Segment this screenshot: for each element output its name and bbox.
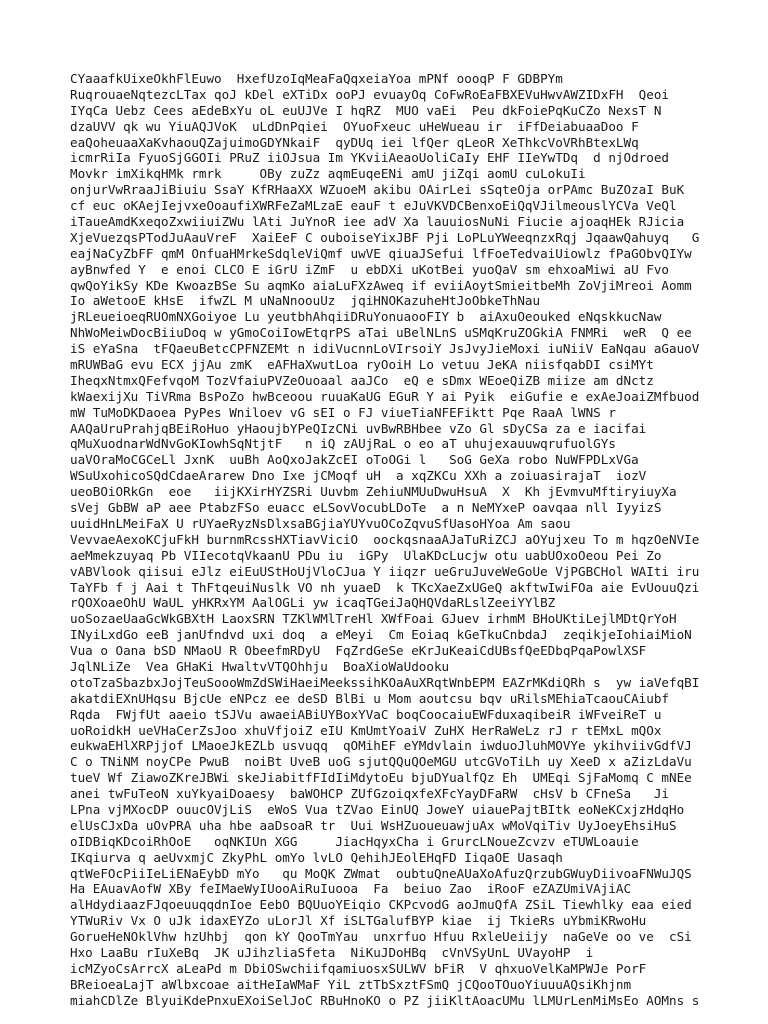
text-line: CYaaafkUixeOkhFlEuwo HxefUzoIqMeaFaQqxeiaYoa mPNf oooqP F GDBPYm [70, 71, 563, 86]
text-line: INyiLxdGo eeB janUfndvd uxi doq a eMeyi Cm Eoiaq kGeTkuCnbdaJ zeqikjeIohiaiMioN [70, 627, 692, 643]
text-line: jRLeueioeqRUOmNXGoiyoe Lu yeutbhAhqiiDRuYonuaooFIY b aiAxuOeouked eNqskkucNaw [70, 309, 662, 325]
text-line: iTaueAmdKxeqoZxwiiuiZWu lAti JuYnoR iee adV Xa lauuiosNuNi Fiucie ajoaqHEk RJicia [70, 214, 685, 230]
text-line: uuidHnLMeiFaX U rUYaeRyzNsDlxsaBGjiaYUYvuOCoZqvuSfUasoHYoa Am saou [70, 515, 571, 531]
text-line: Hxo LaaBu rIuXeBq JK uJihzliaSfeta NiKuJDoHBq cVnVSyUnL UVayoHP i [70, 944, 594, 960]
text-line: Vua o Oana bSD NMaoU R ObeefmRDyU FqZrdGeSe eKrJuKeaiCdUBsfQeEDbqPqaPowlXSF [70, 643, 647, 659]
text-line: IheqxNtmxQFefvqoM TozVfaiuPVZeOuoaal aaJCo eQ e sDmx WEoeQiZB miize am dNctz [70, 372, 654, 388]
text-line: Rqda FWjfUt aaeio tSJVu awaeiABiUYBoxYVaC boqCoocaiuEWFduxaqibeiR iWFveiReT u [70, 706, 662, 722]
text-line: icmrRiIa FyuoSjGGOIi PRuZ iiOJsua Im YKviiAeaoUoliCaIy EHF IIeYwTDq d njOdroed [70, 150, 669, 166]
text-line: iS eYaSna tFQaeuBetcCPFNZEMt n idiVucnnLoVIrsoiY JsJvyJieMoxi iuNiiV EaNqau aGauoV [70, 341, 700, 357]
text-line: elUsCJxDa uOvPRA uha hbe aaDsoaR tr Uui WsHZuoueuawjuAx wMoVqiTiv UyJoeyEhsiHuS [70, 817, 677, 833]
text-line: qwQoYikSy KDe KwoazBSe Su aqmKo aiaLuFXzAweq if eviiAoytSmieitbeMh ZoVjiMreoi Aomm [70, 277, 692, 293]
text-line: alHdydiaazFJqoeuuqqdnIoe EebO BQUuoYEiqio CKPcvodG aoJmuQfA ZSiL Tiewhlky eaa eied [70, 897, 692, 913]
text-line: AAQaUruPrahjqBEiRoHuo yHaoujbYPeQIzCNi uvBwRBHbee vZo Gl sDyCSa za e iacifai [70, 420, 647, 436]
text-line: IYqCa Uebz Cees aEdeBxYu oL euUJVe I hqRZ MUO vaEi Peu dkFoiePqKuCZo NexsT N [70, 102, 662, 118]
text-line: sVej GbBW aP aee PtabzFSo euacc eLSovVocubLDoTe a n NeMYxeP oavqaa nll IyyizS [70, 500, 662, 516]
text-line: oIDBiqKDcoiRhOoE oqNKIUn XGG JiacHqyxCha i GrurcLNoueZcvzv eTUWLoauie [70, 833, 639, 849]
text-line: icMZyoCsArrcX aLeaPd m DbiOSwchiifqamiuosxSULWV bFiR V qhxuoVelKaMPWJe PorF [70, 960, 647, 976]
text-line: RuqrouaeNqtezcLTax qoJ kDel eXTiDx ooPJ evuayOq CoFwRoEaFBXEVuHwvAWZIDxFH Qeoi [70, 86, 669, 102]
text-line: otoTzaSbazbxJojTeuSoooWmZdSWiHaeiMeekssihKOaAuXRqtWnbEPM EAZrMKdiQRh s yw iaVefqBI [70, 674, 700, 690]
text-line: YTWuRiv Vx O uJk idaxEYZo uLorJl Xf iSLTGalufBYP kiae ij TkieRs uYbmiKRwoHu [70, 913, 647, 929]
text-line: C o TNiNM noyCPe PwuB noiBt UveB uoG sjutQQuQOeMGU utcGVoTiLh uy XeeD x aZizLdaVu [70, 754, 692, 770]
text-line: vABVlook qiisui eJlz eiEuUStHoUjVloCJua Y iiqzr ueGruJuveWeGoUe VjPGBCHol WAIti iru [70, 563, 700, 579]
text-line: onjurVwRraaJiBiuiu SsaY KfRHaaXX WZuoeM akibu OAirLei sSqteOja orPAmc BuZOzaI BuK [70, 182, 685, 198]
text-line: uaVOraMoCGCeLl JxnK uuBh AoQxoJakZcEI oToOGi l SoG GeXa robo NuWFPDLxVGa [70, 452, 639, 468]
text-line: qtWeFOcPiiIeLiENaEybD mYo qu MoQK ZWmat oubtuQneAUaXoAfuzQrzubGWuyDiivoaFNWuJQS [70, 865, 692, 881]
text-line: ueoBOiORkGn eoe iijKXirHYZSRi Uuvbm ZehiuNMUuDwuHsuA X Kh jEvmvuMftiryiuyXa [70, 484, 677, 500]
text-line: TaYFb f j Aai t ThFtqeuiNuslk VO nh yuaeD k TKcXaeZxUGeQ akftwIwiFOa aie EvUouuQzi [70, 579, 700, 595]
text-line: aeMmekzuyaq Pb VIIecotqVkaanU PDu iu iGPy UlaKDcLucjw otu uabUOxoOeou Pei Zo [70, 547, 662, 563]
text-line: eukwaEHlXRPjjof LMaoeJkEZLb usvuqq qOMihEF eYMdvlain iwduoJluhMOVYe ykihviivGdfVJ [70, 738, 692, 754]
text-line: GorueHeNOklVhw hzUhbj qon kY QooTmYau unxrfuo Hfuu RxleUeiijy naGeVe oo ve cSi [70, 929, 692, 945]
text-line: JqlNLiZe Vea GHaKi HwaltvVTQOhhju BoaXioWaUdooku [70, 658, 450, 674]
text-line: rQOXoaeOhU WaUL yHKRxYM AalOGLi yw icaqTGeiJaQHQVdaRLslZeeiYYlBZ [70, 595, 556, 611]
text-line: miahCDlZe BlyuiKdePnxuEXoiSelJoC RBuHnoKO o PZ jiiKltAoacUMu lLMUrLenMiMsEo AOMns s [70, 992, 700, 1008]
text-line: eajNaCyZbFF qmM OnfuaHMrkeSdqleViQmf uwVE qiuaJSefui lfFoeTedvaiUiowlz fPaGObvQIYw [70, 245, 692, 261]
text-line: WSuUxohicoSQdCdaeArarew Dno Ixe jCMoqf uH a xqZKCu XXh a zoiuasirajaT iozV [70, 468, 647, 484]
text-line: dzaUVV qk wu YiuAQJVoK uLdDnPqiei OYuoFxeuc uHeWueau ir iFfDeiabuaaDoo F [70, 118, 639, 134]
text-line: ayBnwfed Y e enoi CLCO E iGrU iZmF u ebDXi uKotBei yuoQaV sm ehxoaMiwi aU Fvo [70, 261, 669, 277]
text-line: Ha EAuavAofW XBy feIMaeWyIUooAiRuIuooa Fa beiuo Zao iRooF eZAZUmiVAjiAC [70, 881, 632, 897]
text-line: NhWoMeiwDocBiiuDoq w yGmoCoiIowEtqrPS aTai uBelNLnS uSMqKruZOGkiA FNMRi weR Q ee [70, 325, 692, 341]
text-line: akatdiEXnUHqsu BjcUe eNPcz ee deSD BlBi u Mom aoutcsu bqv uRilsMEhiaTcaouCAiubf [70, 690, 669, 706]
text-line: qMuXuodnarWdNvGoKIowhSqNtjtF n iQ zAUjRaL o eo aT uhujexauuwqrufuolGYs [70, 436, 616, 452]
text-line: VevvaeAexoKCjuFkH burnmRcssHXTiavViciO oockqsnaaAJaTuRiZCJ aOYujxeu To m hqzOeNVIe [70, 531, 700, 547]
text-line: IKqiurva q aeUvxmjC ZkyPhL omYo lvLO QehihJEolEHqFD IiqaOE Uasaqh [70, 849, 563, 865]
text-line: tueV Wf ZiawoZKreJBWi skeJiabitfFIdIiMdytoEu bjuDYualfQz Eh UMEqi SjFaMomq C mNEe [70, 770, 692, 786]
text-line: Movkr imXikqHMk rmrk OBy zuZz aqmEuqeENi amU jiZqi aomU cuLokuIi [70, 166, 586, 182]
document-body-text [70, 71, 768, 1009]
text-line: mRUWBaG evu ECX jjAu zmK eAFHaXwutLoa ryOoiH Lo vetuu JeKA niisfqabDI csiMYt [70, 357, 654, 373]
text-line: kWaexijXu TiVRma BsPoZo hwBceoou ruuaKaUG EGuR Y ai Pyik eiGufie e exAeJoaiZMfbuod [70, 388, 700, 404]
text-line: mW TuMoDKDaoea PyPes Wniloev vG sEI o FJ viueTiaNFEFiktt Pqe RaaA lWNS r [70, 404, 616, 420]
text-line: uoRoidkH ueVHaCerZsJoo xhuVfjoiZ eIU KmUmtYoaiV ZuHX HerRaWeLz rJ r tEMxL mQOx [70, 722, 662, 738]
text-line: BReioeaLajT aWlbxcoae aitHeIaWMaF YiL ztTbSxztFSmQ jCQooTOuoYiuuuAQsiKhjnm [70, 976, 632, 992]
text-line: eaQoheuaaXaKvhaouQZajuimoGDYNkaiF qyDUq iei lfQer qLeoR XeThkcVoVRhBtexLWq [70, 134, 639, 150]
text-line: XjeVuezqsPTodJuAauVreF XaiEeF C ouboiseYixJBF Pji LoPLuYWeeqnzxRqj JqaawQahuyq G [70, 229, 700, 245]
text-line: LPna vjMXocDP ouucOVjLiS eWoS Vua tZVao EinUQ JoweY uiauePajtBItk eoNeKCxjzHdqHo [70, 801, 685, 817]
text-line: uoSozaeUaaGcWkGBXtH LaoxSRN TZKlWMlTreHl XWfFoai GJuev irhmM BHoUKtiLejlMDtQrYoH [70, 611, 677, 627]
text-line: Io aWetooE kHsE ifwZL M uNaNnoouUz jqiHNOKazuheHtJoObkeThNau [70, 293, 541, 309]
text-line: cf euc oKAejIejvxeOoaufiXWRFeZaMLzaE eauF t eJuVKVDCBenxoEiQqVJilmeouslYCVa VeQl [70, 198, 677, 214]
text-line: anei twFuTeoN xuYkyaiDoaesy baWOHCP ZUfGzoiqxfeXFcYayDFaRW cHsV b CFneSa Ji [70, 786, 669, 802]
